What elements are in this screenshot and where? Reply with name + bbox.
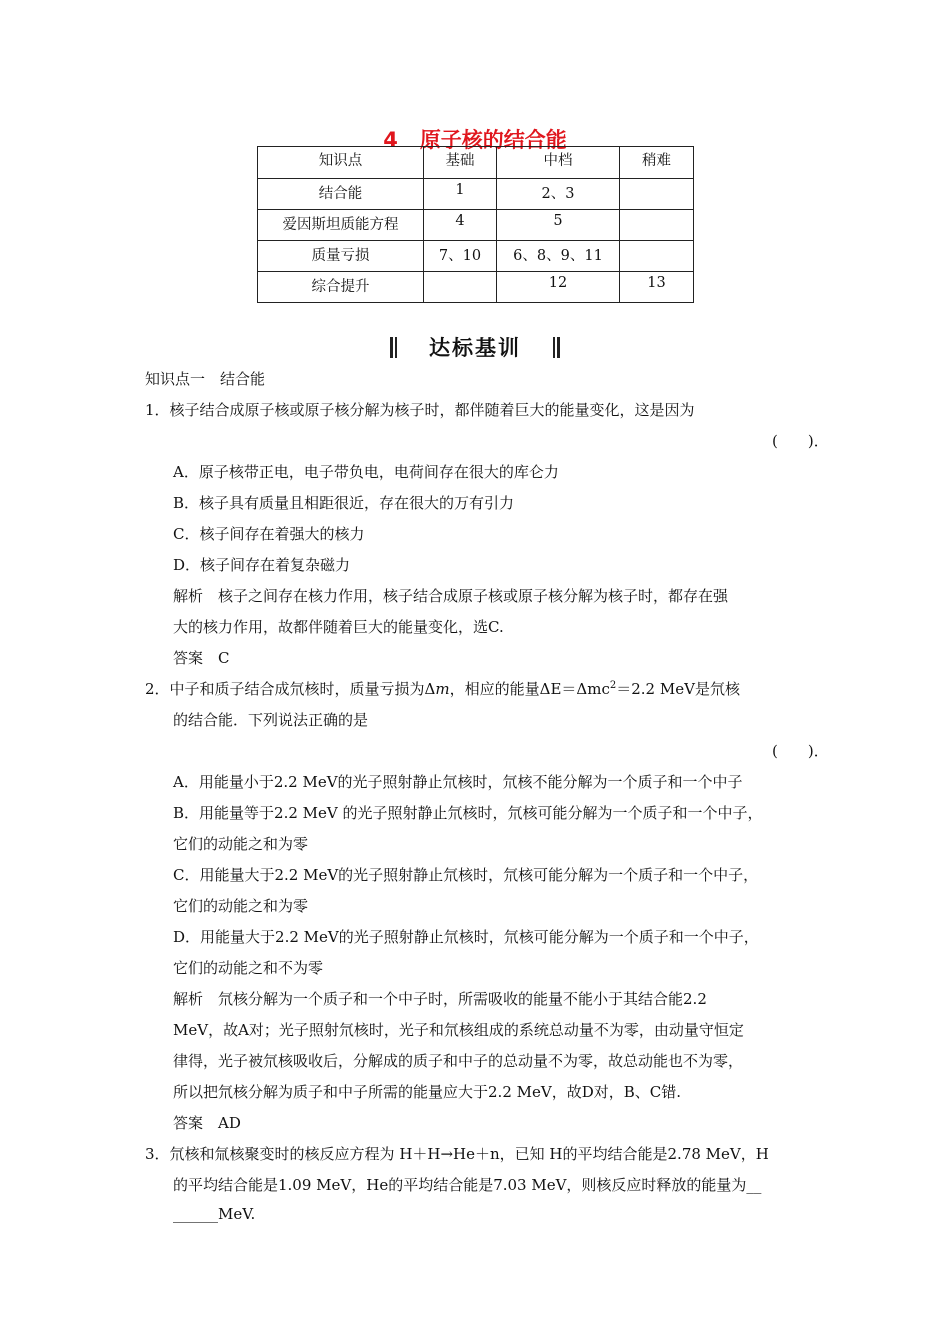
q2-analysis: 所以把氘核分解为质子和中子所需的能量应大于2.2 MeV，故D对，B、C错. <box>173 1083 681 1101</box>
table-cell: 13 <box>620 272 694 303</box>
banner-bar-icon <box>557 337 560 358</box>
q2-analysis: MeV，故A对；光子照射氘核时，光子和氘核组成的系统总动量不为零，由动量守恒定 <box>173 1021 744 1039</box>
q2-option-b: B．用能量等于2.2 MeV 的光子照射静止氘核时，氘核可能分解为一个质子和一个中子， <box>173 804 763 822</box>
table-header: 知识点 <box>258 147 424 179</box>
table-cell: 1 <box>424 179 497 210</box>
table-header: 稍难 <box>620 147 694 179</box>
q2-stem-part: ＝2.2 MeV是氘核 <box>616 680 740 698</box>
table-row <box>258 179 694 210</box>
q1-answer: 答案 C <box>173 649 230 667</box>
table-cell <box>620 179 694 210</box>
q1-option-c: C．核子间存在着强大的核力 <box>173 525 365 543</box>
table-cell <box>424 272 497 303</box>
q1-option-a: A．原子核带正电，电子带负电，电荷间存在很大的库仑力 <box>173 463 559 481</box>
q3-stem: 的平均结合能是1.09 MeV，He的平均结合能是7.03 MeV，则核反应时释放的能量为__ <box>173 1176 762 1194</box>
q1-analysis: 解析 核子之间存在核力作用，核子结合成原子核或原子核分解为核子时，都存在强 <box>173 587 729 605</box>
table-header: 中档 <box>497 147 620 179</box>
q1-stem: 1．核子结合成原子核或原子核分解为核子时，都伴随着巨大的能量变化，这是因为 <box>145 401 695 419</box>
q2-stem: 2．中子和质子结合成氘核时，质量亏损为Δm，相应的能量ΔE＝Δmc$^2$＝2.2 MeV是氘核 <box>145 680 740 698</box>
table-cell: 爱因斯坦质能方程 <box>258 210 424 241</box>
knowledge-table <box>257 146 694 303</box>
q2-option-c: 它们的动能之和为零 <box>173 897 309 915</box>
q3-stem: 3．氘核和氚核聚变时的核反应方程为 H＋H→He＋n，已知 H的平均结合能是2.78 MeV，H <box>145 1145 769 1163</box>
table-cell: 7、10 <box>424 241 497 272</box>
banner-bar-icon <box>395 337 397 358</box>
banner-bar-icon <box>390 337 393 358</box>
table-header-row <box>258 147 694 179</box>
q3-blank-line: ______MeV. <box>173 1205 256 1223</box>
q2-option-c: C．用能量大于2.2 MeV的光子照射静止氘核时，氘核可能分解为一个质子和一个中子， <box>173 866 759 884</box>
table-cell: 12 <box>497 272 620 303</box>
table-row <box>258 241 694 272</box>
knowledge-point-heading: 知识点一 结合能 <box>145 370 266 388</box>
table-header: 基础 <box>424 147 497 179</box>
table-cell: 4 <box>424 210 497 241</box>
banner-bar-icon <box>553 337 555 358</box>
section-number: 4 <box>383 128 398 152</box>
q2-option-d: D．用能量大于2.2 MeV的光子照射静止氘核时，氘核可能分解为一个质子和一个中子， <box>173 928 759 946</box>
q2-option-b: 它们的动能之和为零 <box>173 835 309 853</box>
q2-option-d: 它们的动能之和不为零 <box>173 959 324 977</box>
table-cell: 质量亏损 <box>258 241 424 272</box>
q2-answer-paren: ( )． <box>772 742 829 760</box>
table-cell: 综合提升 <box>258 272 424 303</box>
table-cell: 2、3 <box>497 179 620 210</box>
title-text: 原子核的结合能 <box>419 128 567 152</box>
q2-answer: 答案 AD <box>173 1114 241 1132</box>
table-row <box>258 210 694 241</box>
q1-option-b: B．核子具有质量且相距很近，存在很大的万有引力 <box>173 494 515 512</box>
q2-stem: 的结合能．下列说法正确的是 <box>173 711 369 729</box>
table-cell <box>620 210 694 241</box>
q2-analysis: 律得，光子被氘核吸收后，分解成的质子和中子的总动量不为零，故总动能也不为零， <box>173 1052 744 1070</box>
section-banner <box>0 332 950 362</box>
q2-option-a: A．用能量小于2.2 MeV的光子照射静止氘核时，氘核不能分解为一个质子和一个中子 <box>173 773 743 791</box>
table-cell: 结合能 <box>258 179 424 210</box>
q2-stem-part: 2．中子和质子结合成氘核时，质量亏损为Δ <box>145 680 436 698</box>
q1-option-d: D．核子间存在着复杂磁力 <box>173 556 351 574</box>
table-cell <box>620 241 694 272</box>
q2-analysis: 解析 氘核分解为一个质子和一个中子时，所需吸收的能量不能小于其结合能2.2 <box>173 990 707 1008</box>
table-cell: 6、8、9、11 <box>497 241 620 272</box>
table-row <box>258 272 694 303</box>
q1-analysis: 大的核力作用，故都伴随着巨大的能量变化，选C. <box>173 618 504 636</box>
q2-stem-part: ，相应的能量ΔE＝Δmc <box>449 680 610 698</box>
banner-title: 达标基训 <box>429 336 521 360</box>
q1-answer-paren: ( )． <box>772 432 829 450</box>
table-cell: 5 <box>497 210 620 241</box>
